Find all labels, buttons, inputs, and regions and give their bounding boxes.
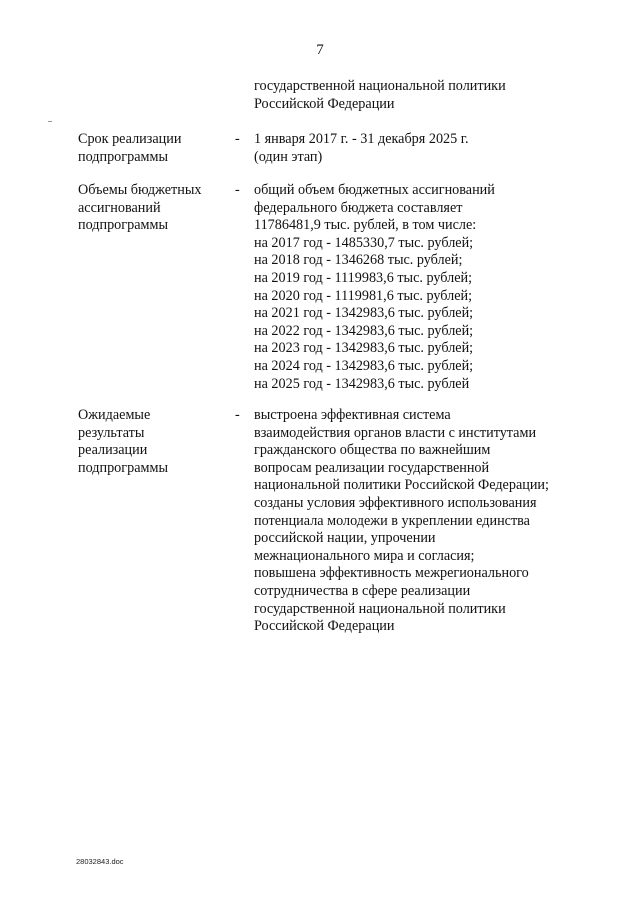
section-dash: - [235, 182, 240, 198]
value-line: на 2024 год - 1342983,6 тыс. рублей; [254, 357, 474, 374]
label-line: Срок реализации [78, 131, 182, 147]
value-line: выстроена эффективная система [254, 407, 451, 423]
section-label [78, 131, 228, 166]
value-line: потенциала молодежи в укреплении единства [254, 512, 530, 529]
value-line: созданы условия эффективного использования [254, 494, 537, 511]
value-line: Российской Федерации [254, 618, 395, 635]
continuation-line: Российской Федерации [254, 95, 395, 112]
value-line: взаимодействия органов власти с институтами [254, 424, 537, 441]
document-filename: 28032843.doc [76, 857, 124, 866]
value-line: гражданского общества по важнейшим [254, 442, 491, 459]
section-dash: - [235, 407, 240, 423]
label-line: реализации [78, 442, 148, 459]
label-line: результаты [78, 424, 145, 441]
continuation-text [254, 78, 594, 113]
value-line: на 2019 год - 1119983,6 тыс. рублей; [254, 269, 473, 286]
label-line: подпрограммы [78, 459, 168, 476]
section-value [254, 182, 594, 393]
value-line: общий объем бюджетных ассигнований [254, 182, 495, 198]
value-line: межнационального мира и согласия; [254, 547, 475, 564]
value-line: сотрудничества в сфере реализации [254, 582, 471, 599]
page-number: 7 [316, 42, 324, 58]
value-line: на 2023 год - 1342983,6 тыс. рублей; [254, 340, 474, 357]
value-line: 1 января 2017 г. - 31 декабря 2025 г. [254, 131, 469, 147]
value-line: на 2022 год - 1342983,6 тыс. рублей; [254, 322, 474, 339]
section-label [78, 407, 228, 477]
value-line: федерального бюджета составляет [254, 199, 463, 216]
value-line: государственной национальной политики [254, 600, 506, 617]
margin-mark [48, 121, 52, 122]
value-line: на 2017 год - 1485330,7 тыс. рублей; [254, 234, 474, 251]
value-line: 11786481,9 тыс. рублей, в том числе: [254, 217, 477, 234]
section-dash: - [235, 131, 240, 147]
label-line: Объемы бюджетных [78, 182, 202, 198]
value-line: повышена эффективность межрегионального [254, 565, 529, 582]
value-line: (один этап) [254, 148, 323, 165]
value-line: на 2025 год - 1342983,6 тыс. рублей [254, 375, 470, 392]
section-value [254, 407, 594, 636]
value-line: на 2020 год - 1119981,6 тыс. рублей; [254, 287, 473, 304]
section-label [78, 182, 228, 235]
value-line: вопросам реализации государственной [254, 459, 490, 476]
value-line: национальной политики Российской Федерации; [254, 477, 549, 494]
value-line: на 2021 год - 1342983,6 тыс. рублей; [254, 305, 474, 322]
value-line: российской нации, упрочении [254, 530, 436, 547]
label-line: подпрограммы [78, 217, 168, 234]
value-line: на 2018 год - 1346268 тыс. рублей; [254, 252, 463, 269]
continuation-line: государственной национальной политики [254, 78, 506, 94]
label-line: Ожидаемые [78, 407, 151, 423]
label-line: подпрограммы [78, 148, 168, 165]
section-value [254, 131, 594, 166]
label-line: ассигнований [78, 199, 161, 216]
